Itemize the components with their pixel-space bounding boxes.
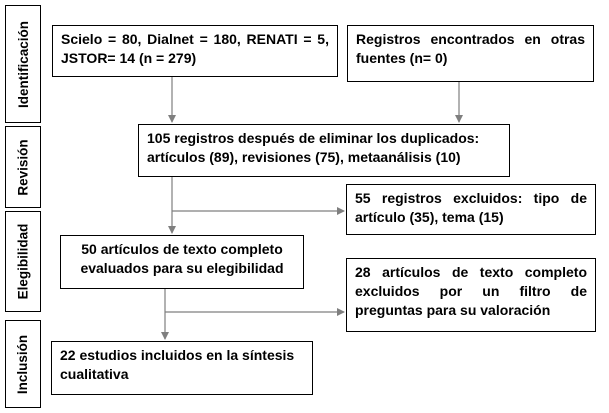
box-database-sources bbox=[52, 25, 338, 77]
box-after-duplicates-line1: 105 registros después de eliminar los duplicados: bbox=[147, 130, 480, 146]
phase-label-revision-text: Revisión bbox=[15, 138, 31, 196]
box-full-text-assessed-line2: evaluados para su elegibilidad bbox=[80, 260, 284, 276]
box-other-sources bbox=[347, 25, 594, 82]
box-other-sources-text: Registros encontrados en otras fuentes (n= 0) bbox=[356, 31, 585, 66]
phase-label-elegibilidad-text: Elegibilidad bbox=[15, 223, 31, 300]
phase-label-identificacion-text: Identificación bbox=[15, 20, 31, 108]
box-full-text-assessed bbox=[60, 235, 304, 289]
phase-label-inclusion bbox=[5, 320, 41, 408]
box-database-sources-text: Scielo = 80, Dialnet = 180, RENATI = 5, JSTOR= 14 (n = 279) bbox=[61, 31, 329, 66]
box-full-text-excluded bbox=[346, 258, 596, 332]
phase-label-inclusion-text: Inclusión bbox=[15, 334, 31, 394]
box-after-duplicates bbox=[138, 124, 510, 177]
box-excluded-records bbox=[346, 184, 596, 235]
box-full-text-assessed-line1: 50 artículos de texto completo bbox=[81, 241, 283, 257]
box-full-text-excluded-text: 28 artículos de texto completo excluidos por un filtro de preguntas para su valoración bbox=[355, 264, 587, 318]
phase-label-identificacion bbox=[5, 5, 41, 123]
box-excluded-records-text: 55 registros excluidos: tipo de artículo (35), tema (15) bbox=[355, 190, 587, 225]
box-included-studies bbox=[51, 341, 313, 395]
phase-label-revision bbox=[5, 126, 41, 208]
box-included-studies-text: 22 estudios incluidos en la síntesis cualitativa bbox=[60, 347, 295, 382]
phase-label-elegibilidad bbox=[5, 211, 41, 312]
box-after-duplicates-line2: artículos (89), revisiones (75), metaanálisis (10) bbox=[147, 149, 461, 165]
